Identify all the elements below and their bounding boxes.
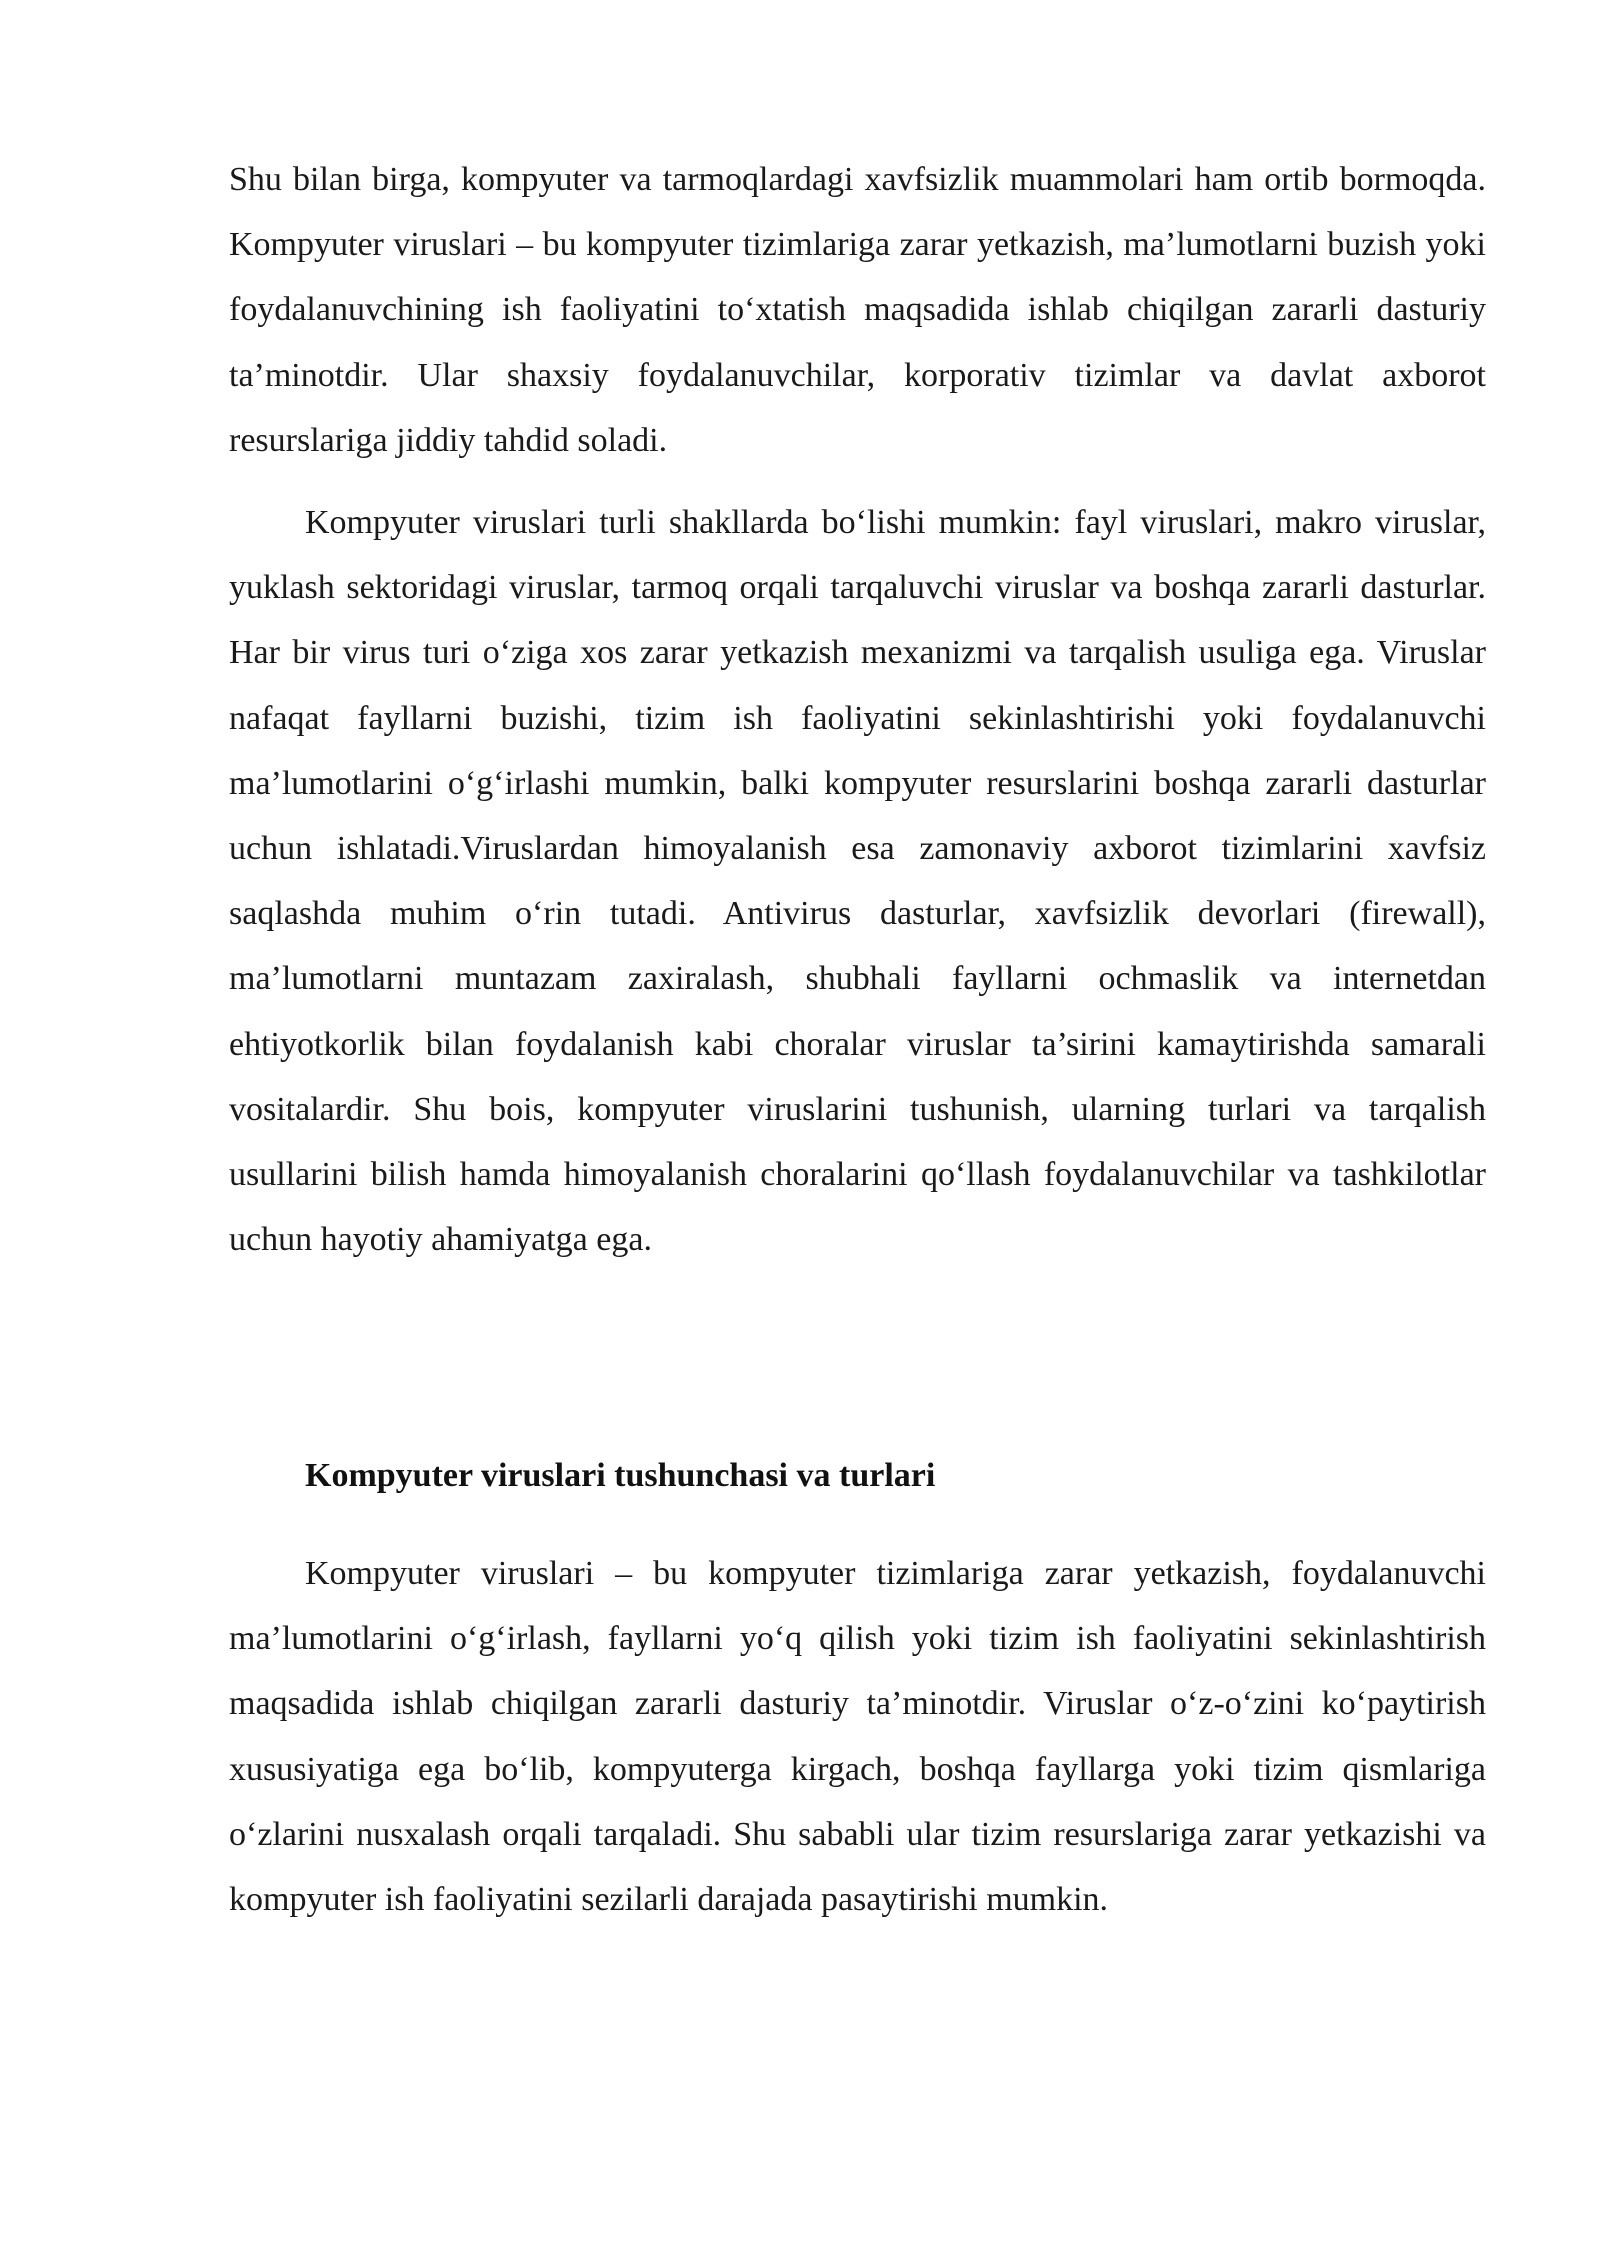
virus-types-paragraph: Kompyuter viruslari turli shakllarda bo‘lishi mumkin: fayl viruslari, makro viruslar, yuklash sektoridagi viruslar, tarmoq orqali tarqaluvchi viruslar va boshqa zararli dasturlar. Har bir virus turi o‘ziga xos zarar yetkazish mexanizmi va tarqalish usuliga ega. Viruslar nafaqat fayllarni buzishi, tizim ish faoliyatini sekinlashtirishi yoki foydalanuvchi ma’lumotlarini o‘g‘irlashi mumkin, balki kompyuter resurslarini boshqa zararli dasturlar uchun ishlatadi.Viruslardan himoyalanish esa zamonaviy axborot tizimlarini xavfsiz saqlashda muhim o‘rin tutadi. Antivirus dasturlar, xavfsizlik devorlari (firewall), ma’lumotlarni muntazam zaxiralash, shubhali fayllarni ochmaslik va internetdan ehtiyotkorlik bilan foydalanish kabi choralar viruslar ta’sirini kamaytirishda samarali vositalardir. Shu bois, kompyuter viruslarini tushunish, ularning turlari va tarqalish usullarini bilish hamda himoyalanish choralarini qo‘llash foydalanuvchilar va tashkilotlar uchun hayotiy ahamiyatga ega. (229, 504, 1486, 1259)
section-heading: Kompyuter viruslari tushunchasi va turlari (305, 1457, 936, 1494)
definition-paragraph: Kompyuter viruslari – bu kompyuter tizimlariga zarar yetkazish, foydalanuvchi ma’lumotlarini o‘g‘irlash, fayllarni yo‘q qilish yoki tizim ish faoliyatini sekinlashtirish maqsadida ishlab chiqilgan zararli dasturiy ta’minotdir. Viruslar o‘z-o‘zini ko‘paytirish xususiyatiga ega bo‘lib, kompyuterga kirgach, boshqa fayllarga yoki tizim qismlariga o‘zlarini nusxalash orqali tarqaladi. Shu sababli ular tizim resurslariga zarar yetkazishi va kompyuter ish faoliyatini sezilarli darajada pasaytirishi mumkin. (229, 1555, 1486, 1919)
intro-paragraph: Shu bilan birga, kompyuter va tarmoqlardagi xavfsizlik muammolari ham ortib bormoqda. Kompyuter viruslari – bu kompyuter tizimlariga zarar yetkazish, ma’lumotlarni buzish yoki foydalanuvchining ish faoliyatini to‘xtatish maqsadida ishlab chiqilgan zararli dasturiy ta’minotdir. Ular shaxsiy foydalanuvchilar, korporativ tizimlar va davlat axborot resurslariga jiddiy tahdid soladi. (229, 161, 1486, 459)
